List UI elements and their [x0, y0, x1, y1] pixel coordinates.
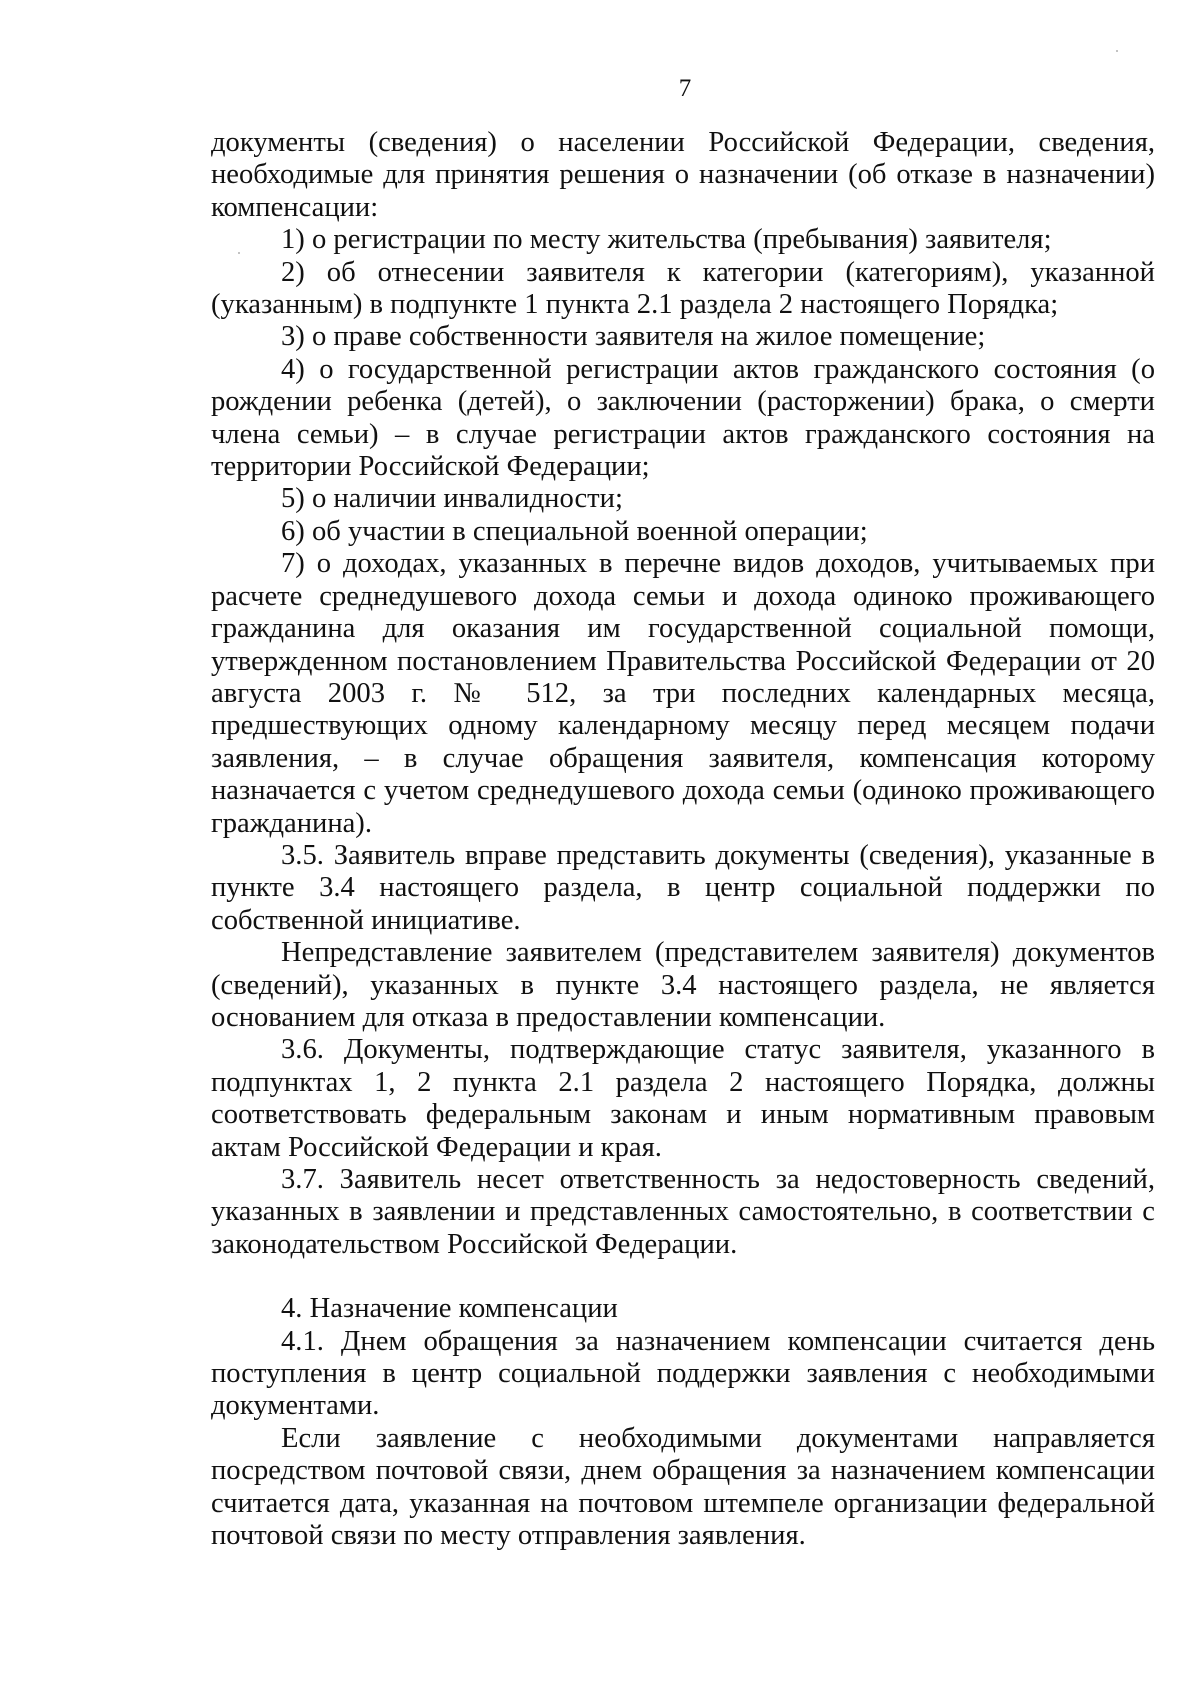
list-item-5: 5) о наличии инвалидности;: [281, 483, 623, 515]
list-item-4: 4) о государственной регистрации актов гражданского состояния (о рождении ребенка (детей), о заключении (расторжении) брака, о смерти члена семьи) – в случае регистрации актов гражданского состояния на территории Российской Федерации;: [211, 353, 1155, 483]
list-item-6: 6) об участии в специальной военной операции;: [281, 515, 868, 547]
scan-speck: [1116, 50, 1118, 52]
list-item-3: 3) о праве собственности заявителя на жилое помещение;: [281, 321, 986, 353]
clause-3-5-note: Непредставление заявителем (представителем заявителя) документов (сведений), указанных в пункте 3.4 настоящего раздела, не является основанием для отказа в предоставлении компенсации.: [211, 937, 1155, 1033]
clause-4-1: 4.1. Днем обращения за назначением компенсации считается день поступления в центр социальной поддержки заявления с необходимыми документами.: [211, 1325, 1155, 1422]
clause-4-1-postal: Если заявление с необходимыми документами направляется посредством почтовой связи, днем обращения за назначением компенсации считается дата, указанная на почтовом штемпеле организации федеральной почтовой связи по месту отправления заявления.: [211, 1422, 1155, 1552]
clause-3-6: 3.6. Документы, подтверждающие статус заявителя, указанного в подпунктах 1, 2 пункта 2.1 раздела 2 настоящего Порядка, должны соответствовать федеральным законам и иным нормативным правовым актам Российской Федерации и края.: [211, 1034, 1155, 1163]
page-number: 7: [678, 75, 692, 102]
list-item-7: 7) о доходах, указанных в перечне видов доходов, учитываемых при расчете среднедушевого дохода семьи и дохода одиноко проживающего гражданина для оказания им государственной социальной помощи, утвержденном постановлением Правительства Российской Федерации от 20 августа 2003 г. № 512, за три последних календарных месяца, предшествующих одному календарному месяцу перед месяцем подачи заявления, – в случае обращения заявителя, компенсация которому назначается с учетом среднедушевого дохода семьи (одиноко проживающего гражданина).: [211, 548, 1155, 839]
list-item-2: 2) об отнесении заявителя к категории (категориям), указанной (указанным) в подпункте 1 пункта 2.1 раздела 2 настоящего Порядка;: [211, 256, 1155, 321]
list-item-1: 1) о регистрации по месту жительства (пребывания) заявителя;: [281, 224, 1052, 256]
clause-3-7: 3.7. Заявитель несет ответственность за недостоверность сведений, указанных в заявлении и представленных самостоятельно, в соответствии с законодательством Российской Федерации.: [211, 1164, 1155, 1260]
clause-3-5: 3.5. Заявитель вправе представить документы (сведения), указанные в пункте 3.4 настоящего раздела, в центр социальной поддержки по собственной инициативе.: [211, 839, 1155, 936]
section-heading: 4. Назначение компенсации: [281, 1293, 618, 1325]
paragraph-continuation: документы (сведения) о населении Российской Федерации, сведения, необходимые для принятия решения о назначении (об отказе в назначении) компенсации:: [211, 127, 1155, 223]
document-body: [211, 127, 1155, 1552]
